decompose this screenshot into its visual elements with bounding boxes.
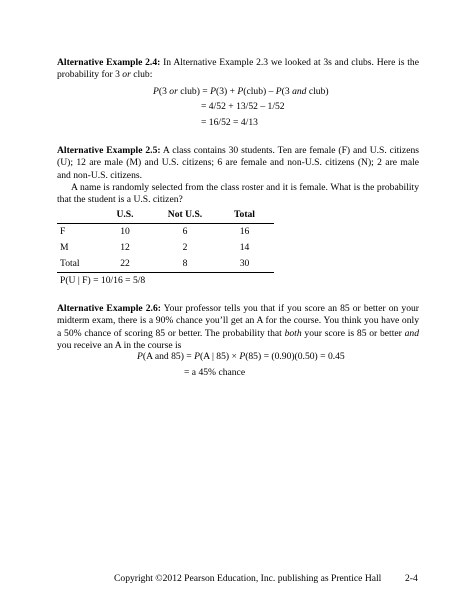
example-2-4-equation-line-1: P(3 or club) = P(3) + P(club) – P(3 and club) <box>153 86 329 97</box>
page-number: 2-4 <box>405 573 418 584</box>
table-cell: 14 <box>239 241 250 253</box>
table-cell: M <box>60 241 69 253</box>
table-header-cell: Not U.S. <box>155 208 215 224</box>
example-2-4-equation-line-2: = 4/52 + 13/52 – 1/52 <box>201 101 285 112</box>
table-cell: F <box>60 225 66 237</box>
example-2-5-title: Alternative Example 2.5: <box>57 145 161 156</box>
table-cell: 6 <box>182 225 188 237</box>
table-cell: 16 <box>239 225 250 237</box>
table-header-row <box>57 208 274 224</box>
table-cell: 30 <box>215 256 274 273</box>
table-cell: 8 <box>155 256 215 273</box>
example-2-6-equation-line-2: = a 45% chance <box>184 367 246 378</box>
table-cell: Total <box>57 256 95 273</box>
contingency-table <box>57 208 274 273</box>
table-cell: 10 <box>120 225 130 237</box>
example-2-6-equation-line-1: P(A and 85) = P(A | 85) × P(85) = (0.90)(0.50) = 0.45 <box>137 351 345 362</box>
example-2-6-intro: Alternative Example 2.6: Your professor tells you that if you score an 85 or better on your midterm exam, there is a 90% chance you’ll get an A for the course. You think you have only a 50% chance of scoring 85 or better. The probability that both your score is 85 or better and you receive an A in the course is <box>57 303 419 352</box>
table-header-cell <box>57 208 95 224</box>
example-2-4-equation-line-3: = 16/52 = 4/13 <box>201 117 258 128</box>
example-2-5-intro: Alternative Example 2.5: A class contains 30 students. Ten are female (F) and U.S. citizens (U); 12 are male (M) and U.S. citizens; 6 are female and non-U.S. citizens (N); 2 are male and non-U.S. citizens. <box>57 145 419 181</box>
example-2-5-answer: P(U | F) = 10/16 = 5/8 <box>60 275 146 286</box>
table-cell: 22 <box>95 256 155 273</box>
footer-copyright: Copyright ©2012 Pearson Education, Inc. publishing as Prentice Hall <box>114 573 382 584</box>
example-2-5-question: A name is randomly selected from the class roster and it is female. What is the probability that the student is a U.S. citizen? <box>57 182 419 206</box>
table-cell: 12 <box>120 241 130 253</box>
example-2-4-title: Alternative Example 2.4: <box>57 57 161 68</box>
example-2-4-intro: Alternative Example 2.4: In Alternative Example 2.3 we looked at 3s and clubs. Here is the probability for 3 or club: <box>57 57 419 81</box>
table-header-cell: U.S. <box>95 208 155 224</box>
table-cell: 2 <box>182 241 188 253</box>
table-row <box>57 224 274 241</box>
table-row <box>57 240 274 256</box>
table-header-cell: Total <box>215 208 274 224</box>
table-row <box>57 256 274 273</box>
example-2-6-title: Alternative Example 2.6: <box>57 303 161 314</box>
